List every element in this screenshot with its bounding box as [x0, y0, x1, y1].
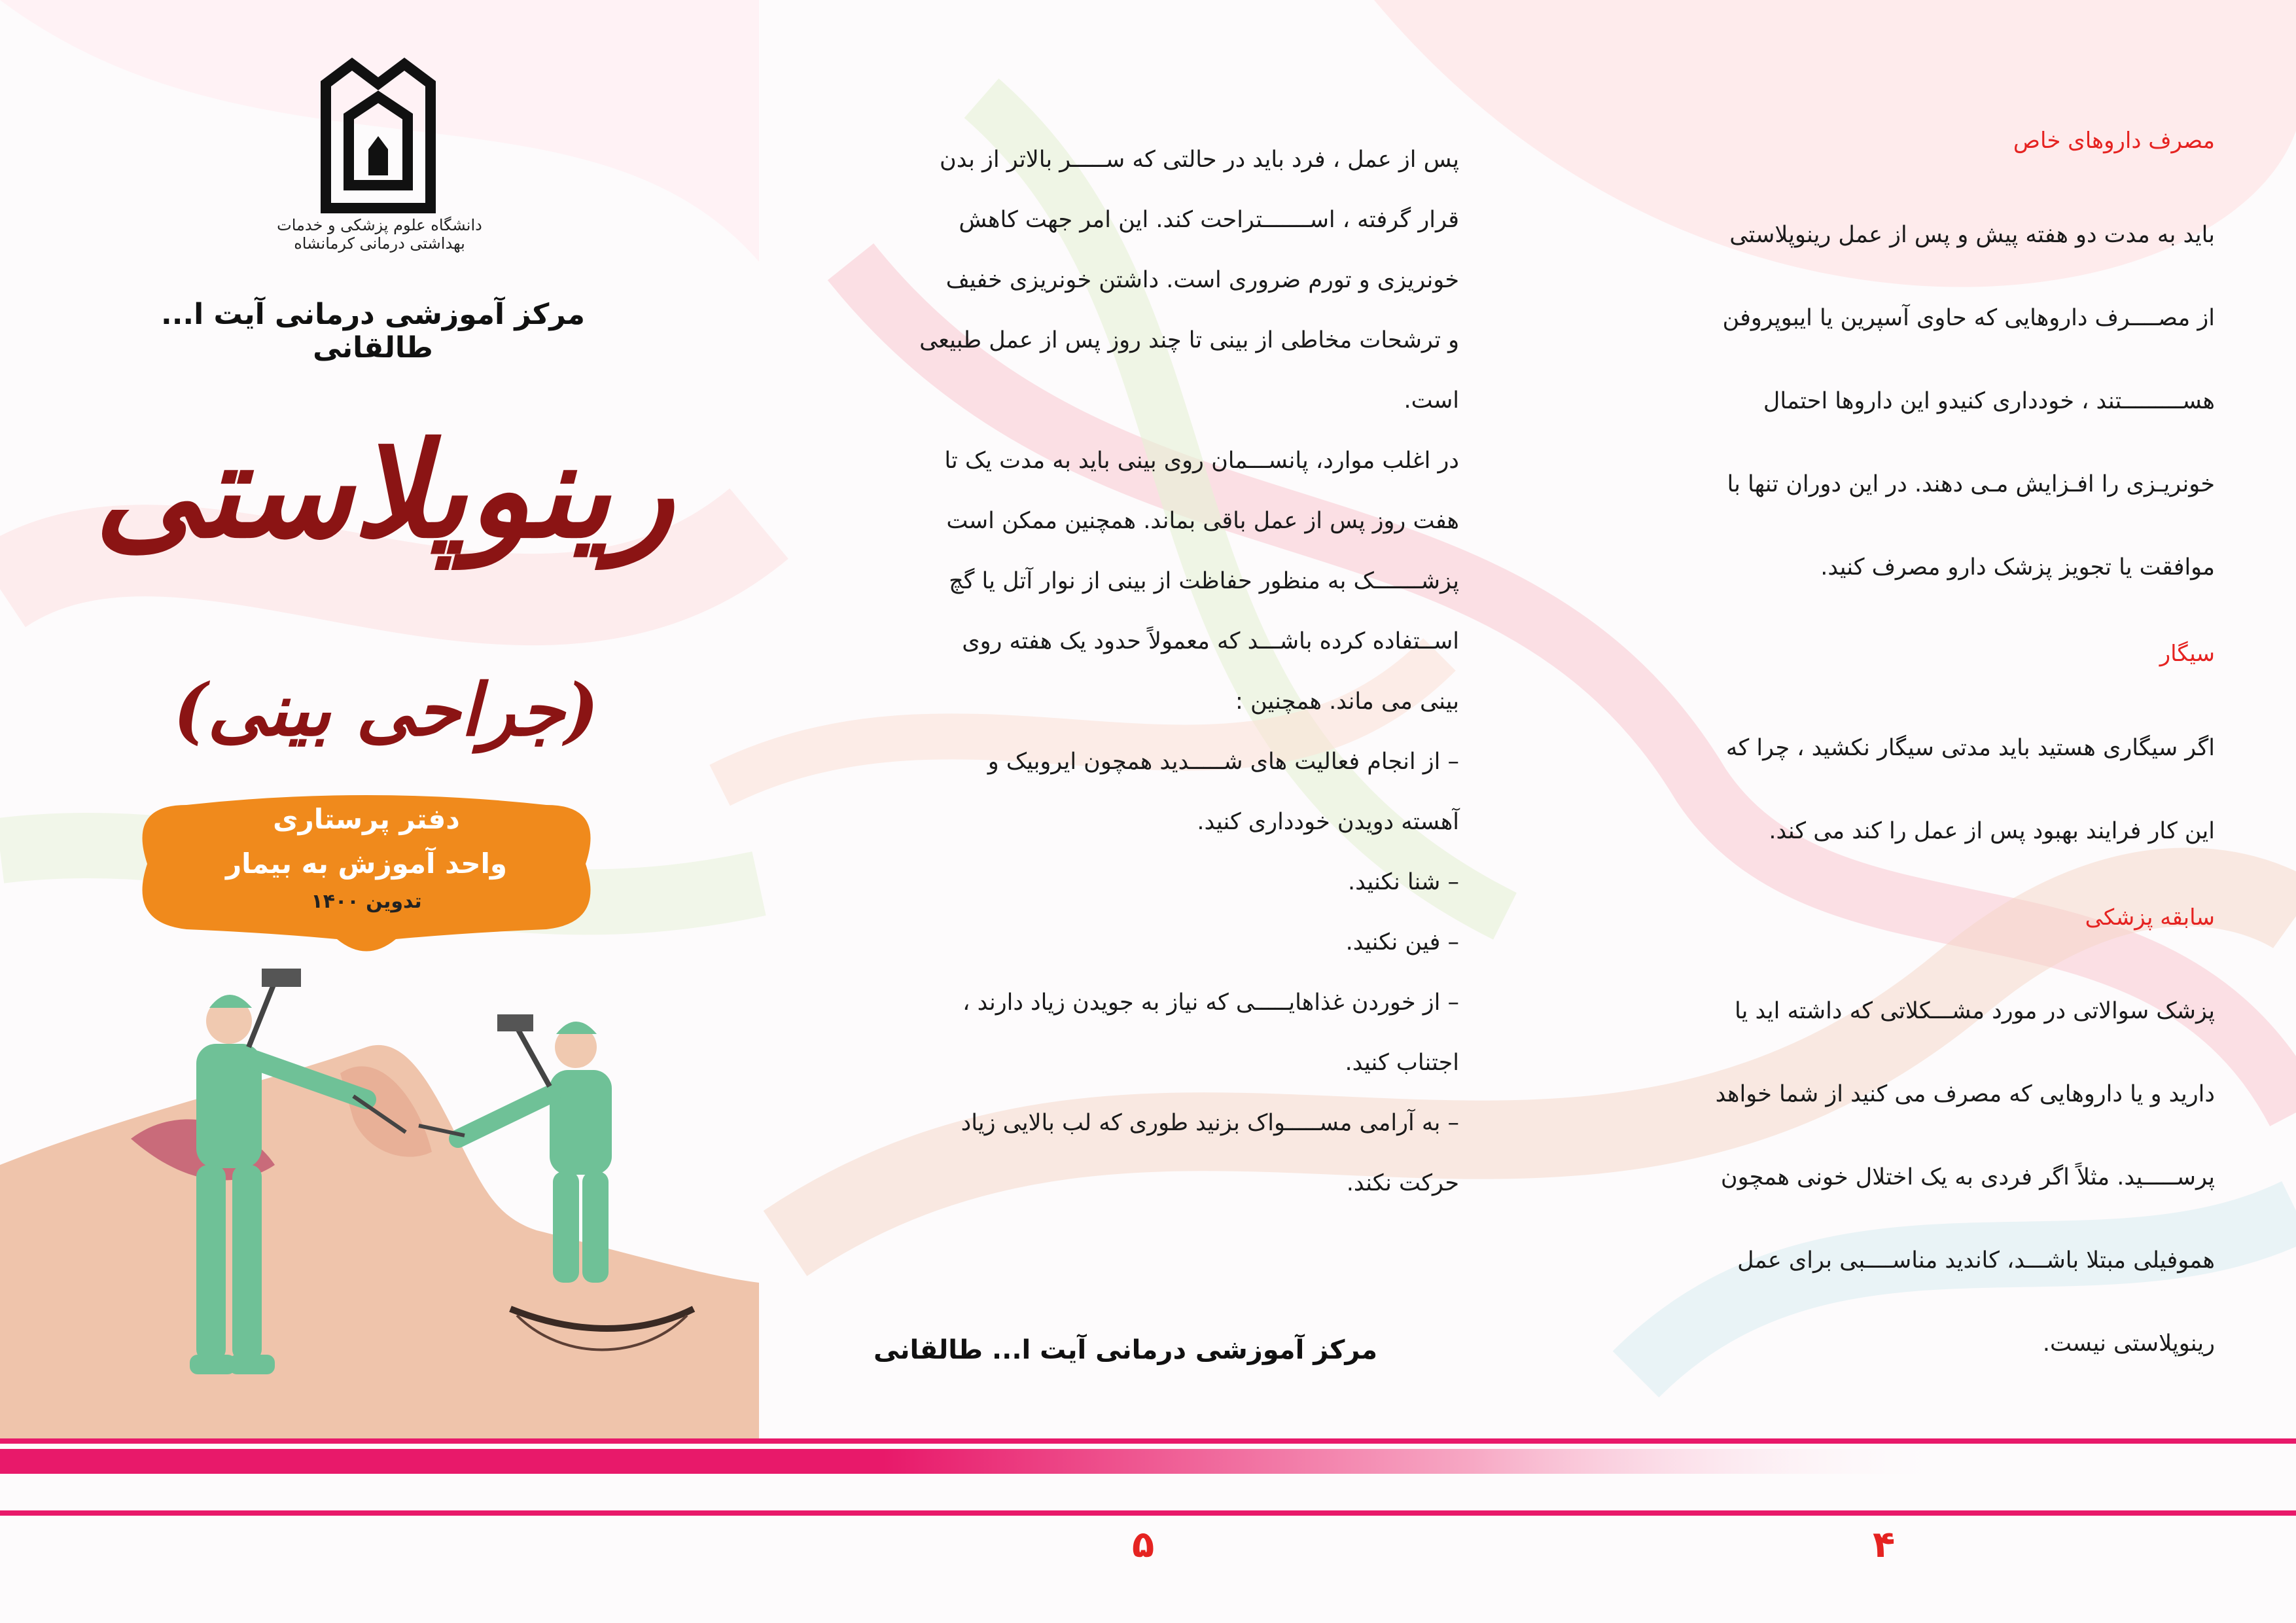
text-line: خونریزی و تورم ضروری است. داشتن خونریزی خفیف: [945, 267, 1459, 293]
text-line: است.: [1404, 387, 1459, 414]
badge-line-1: دفتر پرستاری: [273, 803, 460, 835]
text-line: – از خوردن غذاهایـــــی که نیاز به جویدن زیاد دارند ،: [963, 990, 1459, 1016]
text-line: قرار گرفته ، اســـــــتراحت کند. این امر جهت کاهش: [959, 207, 1459, 233]
section-body: [1597, 707, 2215, 873]
university-logo-icon: [313, 58, 444, 215]
text-line: – شنا نکنید.: [1348, 869, 1459, 895]
bottom-ribbons: [0, 1433, 2296, 1518]
text-line: دارید و یا داروهایی که مصرف می کنید از شما خواهد: [1715, 1081, 2215, 1108]
badge-line-3: تدوین ۱۴۰۰: [311, 890, 422, 913]
text-line: هفت روز پس از عمل باقی بماند. همچنین ممکن است: [946, 508, 1459, 534]
middle-footer: مرکز آموزشی درمانی آیت ا... طالقانی: [873, 1335, 1378, 1365]
text-line: اجتناب کنید.: [1345, 1050, 1459, 1076]
text-line: پزشـــــــک به منظور حفاظت از بینی از نوار آتل یا گچ: [949, 568, 1459, 594]
text-line: پرســـــید. مثلاً اگر فردی به یک اختلال خونی همچون: [1720, 1164, 2215, 1191]
text-line: اســتفاده کرده باشـــد که معمولاً حدود یک هفته روی: [962, 628, 1459, 654]
text-line: بینی می ماند. همچنین :: [1235, 688, 1459, 715]
section-special-drugs: [1597, 128, 2215, 609]
text-line: اگر سیگاری هستید باید مدتی سیگار نکشید ، چرا که: [1725, 734, 2215, 761]
text-line: هســـــــــتند ، خودداری کنیدو این داروها احتمال: [1763, 387, 2215, 414]
text-line: پس از عمل ، فرد باید در حالتی که ســـــر بالاتر از بدن: [940, 147, 1459, 173]
right-panel: [1597, 128, 2215, 1385]
text-line: رینوپلاستی نیست.: [2042, 1330, 2215, 1357]
page-number-4: ۴: [1873, 1524, 1896, 1566]
text-line: حرکت نکند.: [1346, 1170, 1459, 1196]
text-line: – به آرامی مســـــواک بزنید طوری که لب بالایی زیاد: [961, 1110, 1459, 1136]
text-line: خونریـزی را افـزایش مـی دهند. در این دوران تنها با: [1727, 471, 2215, 497]
cover-subtitle: (جراحی بینی): [173, 668, 599, 752]
section-medical-history: [1597, 904, 2215, 1386]
page-number-5: ۵: [1132, 1524, 1155, 1566]
cover-title: رینوپلاستی: [94, 414, 674, 567]
text-line: و ترشحات مخاطی از بینی تا چند روز پس از عمل طبیعی: [919, 327, 1459, 353]
section-heading: سیگار: [2159, 640, 2215, 667]
badge-text: [128, 797, 605, 918]
text-line: موافقت یا تجویز پزشک دارو مصرف کنید.: [1820, 554, 2215, 580]
text-line: از مصــــرف داروهایی که حاوی آسپرین یا ایبوپروفن: [1722, 304, 2215, 331]
text-line: پزشک سوالاتی در مورد مشـــکلاتی که داشته اید یا: [1734, 998, 2215, 1025]
text-line: باید به مدت دو هفته پیش و پس از عمل رینوپلاستی: [1729, 221, 2215, 248]
section-body: [1597, 970, 2215, 1385]
section-smoking: [1597, 641, 2215, 873]
section-heading: مصرف داروهای خاص: [2013, 128, 2215, 154]
text-line: در اغلب موارد، پانســـمان روی بینی باید به مدت یک تا: [944, 448, 1459, 474]
text-line: این کار فرایند بهبود پس از عمل را کند می کند.: [1769, 817, 2215, 844]
text-line: – فین نکنید.: [1345, 929, 1459, 955]
university-name: دانشگاه علوم پزشکی و خدمات بهداشتی درمانی کرمانشاه: [277, 216, 482, 253]
cover-panel: [0, 0, 766, 1440]
text-line: آهسته دویدن خودداری کنید.: [1197, 809, 1459, 835]
text-line: – از انجام فعالیت های شـــــدید همچون ایروبیک و: [987, 749, 1459, 775]
section-body: [1597, 194, 2215, 609]
middle-panel: [831, 130, 1459, 1213]
section-heading: سابقه پزشکی: [2085, 904, 2215, 931]
badge-line-2: واحد آموزش به بیمار: [225, 847, 508, 880]
center-name: مرکز آموزشی درمانی آیت ا... طالقانی: [161, 298, 585, 365]
surgeons-on-nose-illustration: [0, 969, 759, 1440]
text-line: هموفیلی مبتلا باشـــد، کاندید مناســــبی برای عمل: [1737, 1247, 2215, 1274]
